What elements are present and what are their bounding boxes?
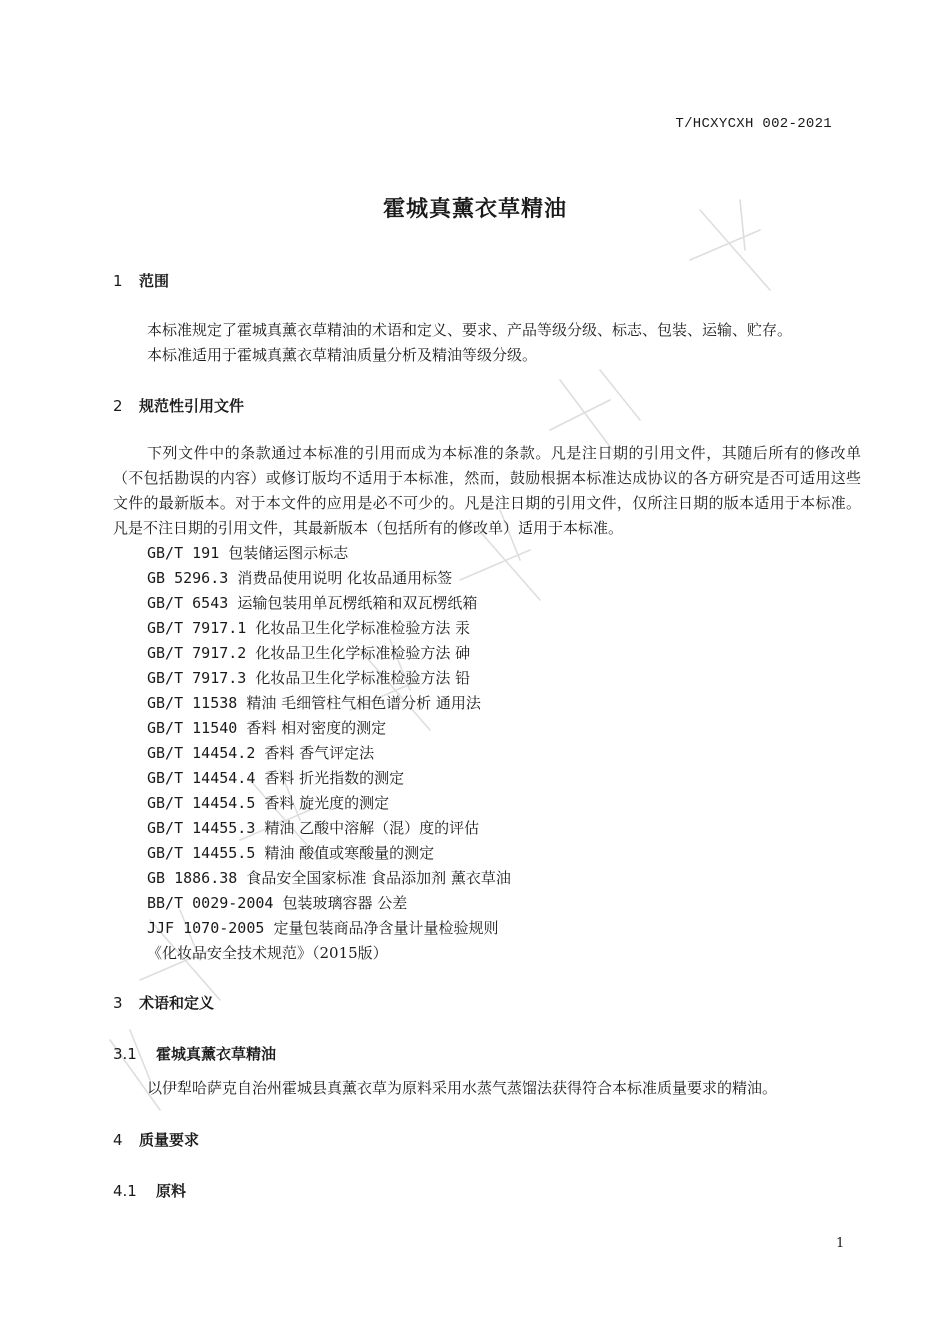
reference-title: 香料 相对密度的测定 [246,719,387,737]
reference-code: GB/T 14454.2 [147,744,256,762]
reference-code: GB/T 6543 [147,594,229,612]
reference-code: GB/T 7917.3 [147,669,247,687]
scope-paragraph-1: 本标准规定了霍城真薰衣草精油的术语和定义、要求、产品等级分级、标志、包装、运输、贮存。 [147,321,793,339]
reference-title: 包装玻璃容器 公差 [282,894,408,912]
reference-title: 包装储运图示标志 [228,544,349,562]
section-2-heading [113,395,244,416]
reference-code: GB/T 14455.3 [147,819,256,837]
reference-code: GB 5296.3 [147,569,229,587]
section-1-heading [113,270,169,291]
reference-item [147,841,511,866]
reference-code: GB/T 14455.5 [147,844,256,862]
reference-item [147,566,511,591]
reference-title: 消费品使用说明 化妆品通用标签 [237,569,453,587]
reference-code: GB/T 14454.4 [147,769,256,787]
section-3-heading [113,992,214,1013]
page-number: 1 [836,1236,845,1251]
reference-code: JJF 1070-2005 [147,919,265,937]
reference-title: 精油 毛细管柱气相色谱分析 通用法 [246,694,481,712]
reference-title: 食品安全国家标准 食品添加剂 薰衣草油 [246,869,511,887]
section-number: 2 [113,397,123,415]
section-title: 范围 [139,272,170,290]
reference-item [147,741,511,766]
reference-item [147,891,511,916]
reference-item [147,541,511,566]
reference-code: GB/T 7917.1 [147,619,247,637]
reference-item [147,666,511,691]
reference-item [147,941,511,966]
reference-code: GB/T 14454.5 [147,794,256,812]
section-number: 3 [113,994,123,1012]
document-title: 霍城真薰衣草精油 [382,197,567,222]
reference-title: 化妆品卫生化学标准检验方法 铅 [255,669,471,687]
reference-title: 定量包装商品净含量计量检验规则 [273,919,499,937]
reference-item [147,616,511,641]
subsection-title: 霍城真薰衣草精油 [156,1045,277,1063]
section-4-heading [113,1129,199,1150]
reference-item [147,716,511,741]
normative-refs-intro: 下列文件中的条款通过本标准的引用而成为本标准的条款。凡是注日期的引用文件，其随后所有的修改单（不包括勘误的内容）或修订版均不适用于本标准，然而，鼓励根据本标准达成协议的各方研究是否可适用这些文件的最新版本。对于本文件的应用是必不可少的。凡是注日期的引用文件，仅所注日期的版本适用于本标准。凡是不注日期的引用文件，其最新版本（包括所有的修改单）适用于本标准。 [113,444,861,537]
scope-paragraph-2: 本标准适用于霍城真薰衣草精油质量分析及精油等级分级。 [147,346,538,364]
term-definition: 以伊犁哈萨克自治州霍城县真薰衣草为原料采用水蒸气蒸馏法获得符合本标准质量要求的精油。 [147,1079,778,1097]
reference-item [147,791,511,816]
reference-title: 香料 折光指数的测定 [264,769,405,787]
reference-title: 精油 酸值或寒酸量的测定 [264,844,435,862]
subsection-number: 4.1 [113,1182,137,1200]
reference-item [147,766,511,791]
reference-item [147,866,511,891]
reference-code: GB/T 11538 [147,694,238,712]
section-number: 1 [113,272,123,290]
reference-item [147,816,511,841]
reference-title: 化妆品卫生化学标准检验方法 汞 [255,619,471,637]
section-title: 规范性引用文件 [139,397,245,415]
subsection-3-1-heading [113,1043,276,1064]
reference-title: 《化妆品安全技术规范》（2015版） [147,944,388,962]
subsection-number: 3.1 [113,1045,137,1063]
reference-item [147,641,511,666]
reference-code: GB/T 11540 [147,719,238,737]
reference-title: 化妆品卫生化学标准检验方法 砷 [255,644,471,662]
reference-title: 运输包装用单瓦楞纸箱和双瓦楞纸箱 [237,594,478,612]
standard-number: T/HCXYCXH 002-2021 [675,116,832,132]
section-title: 质量要求 [139,1131,200,1149]
subsection-4-1-heading [113,1180,186,1201]
reference-title: 精油 乙酸中溶解（混）度的评估 [264,819,480,837]
reference-code: GB/T 7917.2 [147,644,247,662]
reference-item [147,691,511,716]
section-title: 术语和定义 [139,994,215,1012]
reference-item [147,916,511,941]
reference-title: 香料 香气评定法 [264,744,375,762]
reference-code: GB 1886.38 [147,869,238,887]
section-number: 4 [113,1131,123,1149]
subsection-title: 原料 [156,1182,187,1200]
reference-code: GB/T 191 [147,544,220,562]
reference-code: BB/T 0029-2004 [147,894,274,912]
reference-list [147,541,511,966]
reference-item [147,591,511,616]
reference-title: 香料 旋光度的测定 [264,794,390,812]
